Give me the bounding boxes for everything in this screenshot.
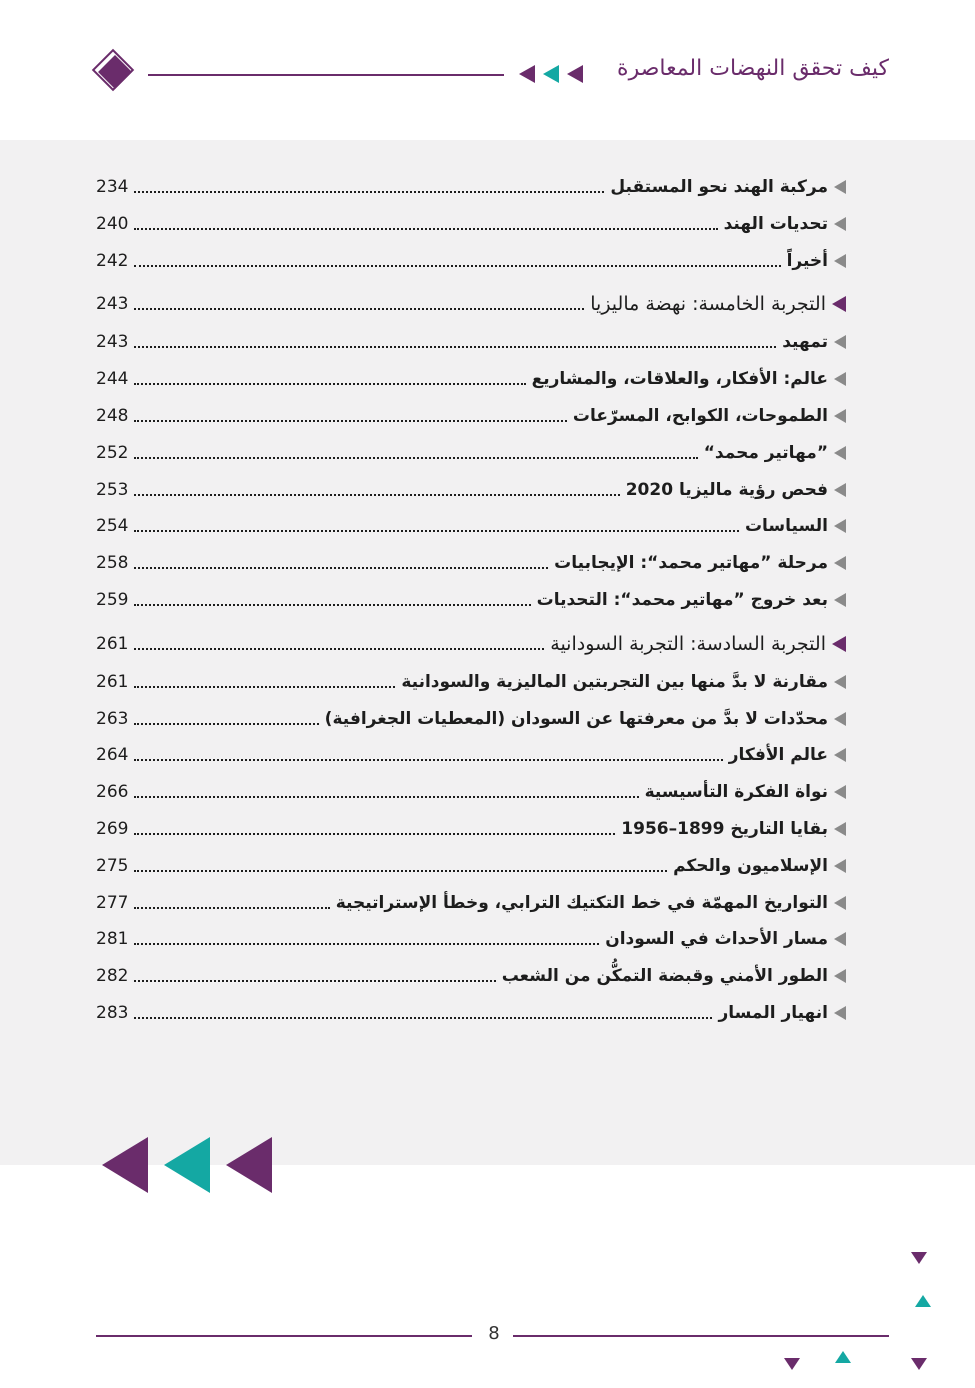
toc-entry-title: مركبة الهند نحو المستقبل	[610, 177, 828, 197]
triangle-left-icon	[834, 785, 846, 799]
triangle-down-icon	[911, 1252, 927, 1264]
triangle-left-icon	[832, 636, 846, 652]
toc-entry-page: 269	[96, 819, 129, 839]
toc-entry[interactable]	[96, 704, 846, 734]
dot-leader	[134, 191, 604, 193]
footer-rule-left	[96, 1335, 472, 1337]
dot-leader	[134, 907, 330, 909]
toc-entry-title: فحص رؤية ماليزيا 2020	[625, 479, 828, 500]
toc-entry-page: 248	[96, 406, 129, 426]
toc-entry-title: أخيراً	[786, 250, 828, 271]
toc-entry[interactable]	[96, 401, 846, 431]
toc-entry[interactable]	[96, 209, 846, 239]
toc-entry-title: التجربة السادسة: التجربة السودانية	[550, 632, 826, 655]
triangle-left-icon	[834, 217, 846, 231]
triangle-left-icon	[834, 254, 846, 268]
toc-entry[interactable]	[96, 667, 846, 697]
toc-entry-title: محدّدات لا بدَّ من معرفتها عن السودان (المعطيات الجغرافية)	[324, 708, 828, 729]
dot-leader	[134, 494, 620, 496]
triangle-left-icon	[834, 932, 846, 946]
dot-leader	[134, 346, 776, 348]
toc-entry-title: انهيار المسار	[718, 1003, 828, 1023]
toc-entry-title: التجربة الخامسة: نهضة ماليزيا	[590, 293, 826, 316]
toc-entry-title: نواة الفكرة التأسيسية	[644, 782, 828, 803]
toc-entry[interactable]	[96, 740, 846, 770]
page-header	[0, 0, 975, 140]
toc-entry-page: 266	[96, 782, 129, 803]
triangle-left-icon	[834, 593, 846, 607]
triangle-left-icon	[519, 65, 535, 83]
toc-entry-page: 252	[96, 442, 129, 463]
triangle-down-icon	[911, 1358, 927, 1370]
triangle-left-icon	[834, 675, 846, 689]
triangle-left-icon	[834, 180, 846, 194]
toc-entry-page: 258	[96, 553, 129, 574]
dot-leader	[134, 870, 667, 872]
toc-entry-title: الطور الأمني وقبضة التمكُّن من الشعب	[501, 966, 828, 987]
triangle-left-icon	[834, 859, 846, 873]
toc-entry-title: تحديات الهند	[723, 213, 828, 234]
toc-entry-page: 261	[96, 671, 129, 692]
toc-entry-title: مسار الأحداث في السودان	[605, 929, 828, 950]
toc-entry-page: 240	[96, 213, 129, 234]
toc-entry-page: 244	[96, 369, 129, 390]
toc-entry[interactable]	[96, 172, 846, 202]
toc-entry-title: مرحلة ”مهاتير محمد“: الإيجابيات	[554, 553, 828, 574]
toc-entry-page: 275	[96, 855, 129, 876]
toc-entry-page: 253	[96, 479, 129, 500]
dot-leader	[134, 383, 526, 385]
triangle-left-icon	[834, 335, 846, 349]
dot-leader	[134, 530, 739, 532]
toc-entry-page: 264	[96, 745, 129, 766]
dot-leader	[134, 1017, 712, 1019]
toc-entry-title: عالم: الأفكار، والعلاقات، والمشاريع	[531, 369, 828, 390]
triangle-left-icon	[834, 1006, 846, 1020]
toc-entry-title: عالم الأفكار	[728, 745, 828, 766]
dot-leader	[134, 567, 548, 569]
triangle-left-icon	[226, 1137, 272, 1193]
toc-entry[interactable]	[96, 511, 846, 541]
triangle-left-icon	[834, 519, 846, 533]
dot-leader	[134, 796, 639, 798]
toc-entry-page: 243	[96, 294, 129, 315]
toc-entry-title: مقارنة لا بدَّ منها بين التجربتين الماليزية والسودانية	[401, 671, 828, 692]
toc-entry[interactable]	[96, 961, 846, 991]
toc-entry[interactable]	[96, 438, 846, 468]
dot-leader	[134, 943, 599, 945]
dot-leader	[134, 604, 531, 606]
triangle-left-icon	[834, 446, 846, 460]
toc-entry[interactable]	[96, 814, 846, 844]
toc-entry-page: 282	[96, 966, 129, 987]
triangle-left-icon	[834, 969, 846, 983]
triangle-left-icon	[102, 1137, 148, 1193]
triangle-left-icon	[834, 822, 846, 836]
footer-rule-right	[513, 1335, 889, 1337]
dot-leader	[134, 228, 718, 230]
toc-entry-page: 242	[96, 250, 129, 271]
dot-leader	[134, 723, 319, 725]
toc-entry-page: 283	[96, 1003, 129, 1023]
dot-leader	[134, 308, 584, 310]
dot-leader	[134, 648, 544, 650]
header-rule	[148, 74, 504, 76]
dot-leader	[134, 420, 567, 422]
toc-entry-page: 263	[96, 708, 129, 729]
toc-entry[interactable]	[96, 888, 846, 918]
toc-entry[interactable]	[96, 777, 846, 807]
toc-entry-title: تمهيد	[782, 332, 828, 353]
toc-entry-title: الطموحات، الكوابح، المسرّعات	[572, 406, 828, 426]
toc-entry[interactable]	[96, 364, 846, 394]
triangle-left-icon	[834, 409, 846, 423]
triangle-left-icon	[834, 896, 846, 910]
dot-leader	[134, 457, 698, 459]
toc-entry[interactable]	[96, 851, 846, 881]
toc-entry-title: التواريخ المهمّة في خط التكتيك الترابي، وخطأ الإستراتيجية	[335, 892, 828, 913]
triangle-left-icon	[834, 556, 846, 570]
triangle-left-icon	[834, 483, 846, 497]
triangle-left-icon	[834, 372, 846, 386]
toc-entry-page: 243	[96, 332, 129, 353]
toc-entry-page: 234	[96, 177, 129, 197]
toc-entry-title: السياسات	[744, 516, 828, 537]
triangle-left-icon	[567, 65, 583, 83]
toc-entry[interactable]	[96, 585, 846, 615]
toc-entry[interactable]	[96, 327, 846, 357]
triangle-up-icon	[835, 1351, 851, 1363]
triangle-left-icon	[834, 748, 846, 762]
page-number: 8	[488, 1323, 500, 1344]
toc-entry-page: 259	[96, 590, 129, 610]
triangle-down-icon	[784, 1358, 800, 1370]
dot-leader	[134, 833, 615, 835]
dot-leader	[134, 265, 781, 267]
triangle-left-icon	[834, 712, 846, 726]
dot-leader	[134, 759, 723, 761]
triangle-left-icon	[543, 65, 559, 83]
toc-entry-page: 254	[96, 516, 129, 537]
toc-entry[interactable]	[96, 548, 846, 578]
toc-entry-title: ”مهاتير محمد“	[703, 442, 828, 463]
triangle-left-icon	[832, 296, 846, 312]
toc-entry-title: بعد خروج ”مهاتير محمد“: التحديات	[536, 590, 828, 610]
toc-entry[interactable]	[96, 998, 846, 1028]
toc-entry-page: 261	[96, 633, 129, 654]
toc-section[interactable]	[96, 289, 846, 319]
toc-entry[interactable]	[96, 475, 846, 505]
toc-entry-page: 281	[96, 929, 129, 950]
toc-entry[interactable]	[96, 924, 846, 954]
triangle-left-icon	[164, 1137, 210, 1193]
toc-entry-page: 277	[96, 892, 129, 913]
toc-section[interactable]	[96, 629, 846, 659]
toc-entry-title: بقايا التاريخ 1899–1956	[621, 819, 828, 839]
toc-entry-title: الإسلاميون والحكم	[673, 855, 828, 876]
dot-leader	[134, 686, 395, 688]
triangle-up-icon	[915, 1295, 931, 1307]
dot-leader	[134, 980, 496, 982]
toc-entry[interactable]	[96, 246, 846, 276]
book-title: كيف تحقق النهضات المعاصرة	[617, 56, 889, 81]
